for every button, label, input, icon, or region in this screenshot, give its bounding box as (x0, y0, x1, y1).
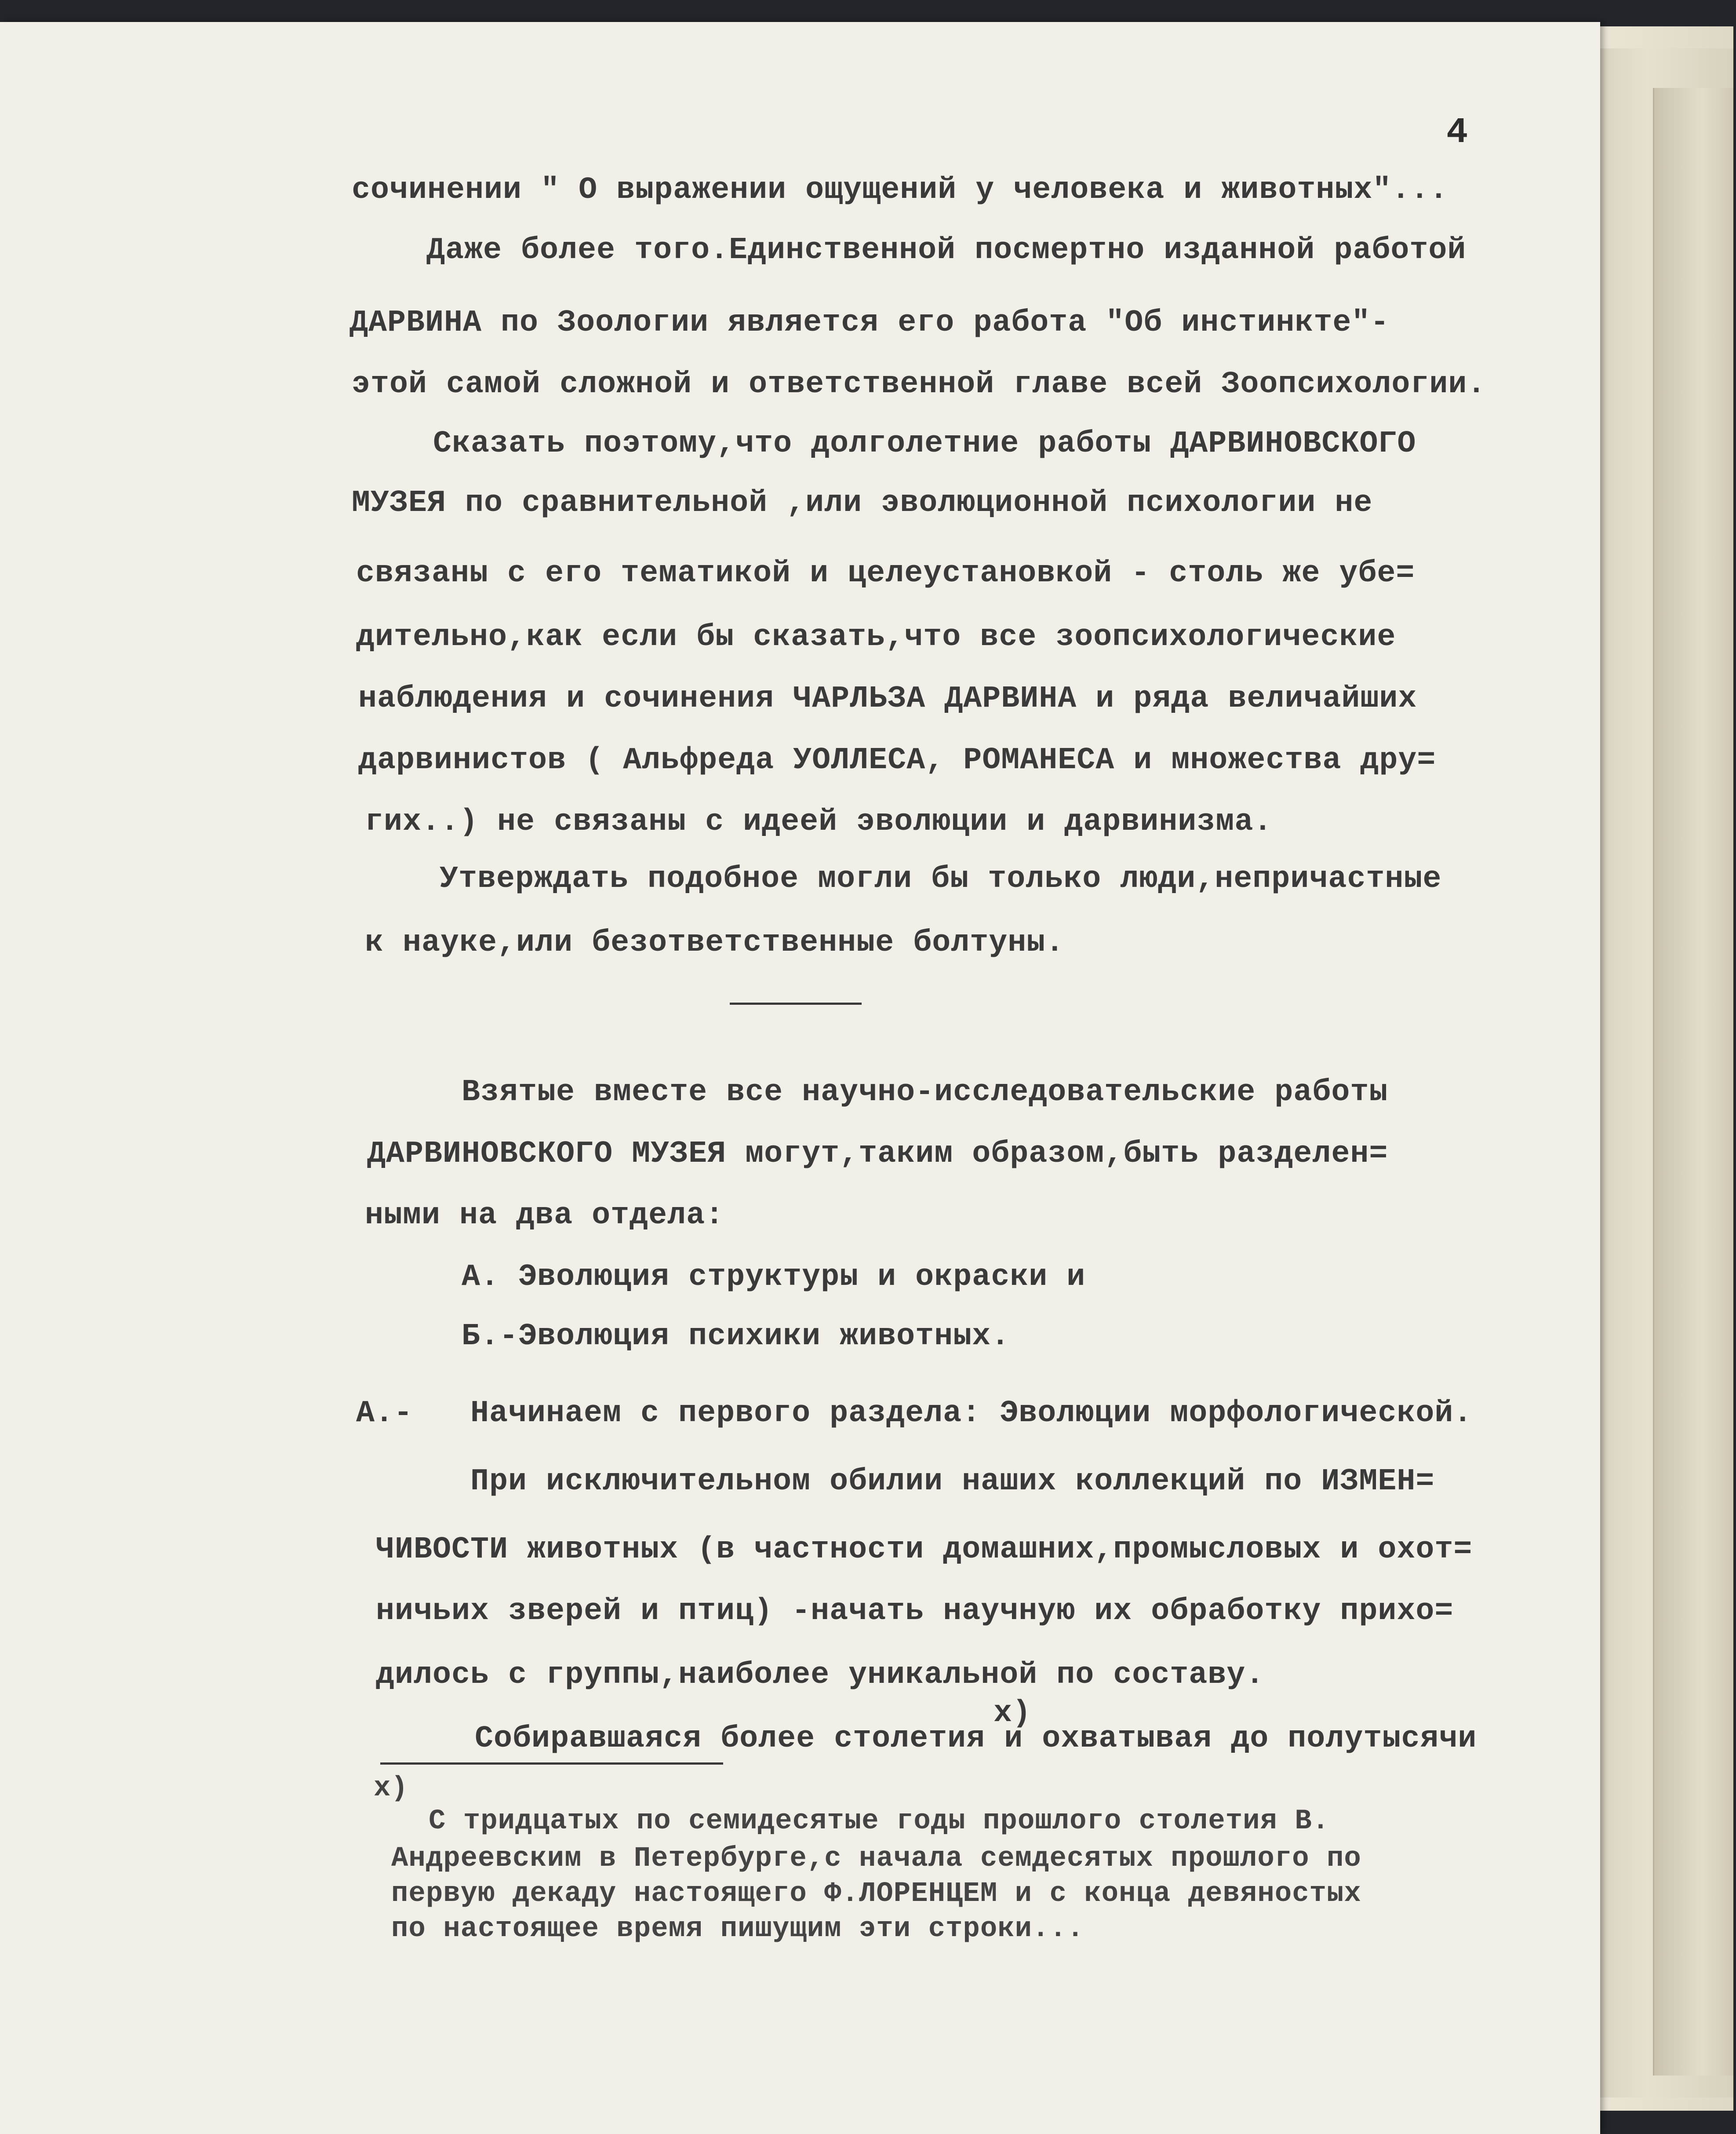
body-line: МУЗЕЯ по сравнительной ,или эволюционной психологии не (352, 486, 1373, 521)
body-line: Начинаем с первого раздела: Эволюции морфологической. (470, 1396, 1473, 1431)
body-line: дарвинистов ( Альфреда УОЛЛЕСА, РОМАНЕСА и множества дру= (358, 743, 1436, 778)
footnote-reference: х) (994, 1696, 1032, 1731)
body-line: Утверждать подобное могли бы только люди,непричастные (440, 862, 1442, 897)
body-line: При исключительном обилии наших коллекций по ИЗМЕН= (470, 1464, 1435, 1499)
page-number: 4 (1446, 112, 1468, 153)
body-line: связаны с его тематикой и целеустановкой - столь же убе= (356, 556, 1415, 591)
body-line: Сказать поэтому,что долголетние работы ДАРВИНОВСКОГО (433, 427, 1416, 461)
body-line: Даже более того.Единственной посмертно изданной работой (426, 233, 1467, 268)
list-item: А. Эволюция структуры и окраски и (462, 1260, 1086, 1295)
body-line: ничьих зверей и птиц) -начать научную их обработку прихо= (376, 1594, 1454, 1629)
body-line: сочинении " О выражении ощущений у человека и животных"... (352, 173, 1448, 208)
footnote-line: первую декаду настоящего Ф.ЛОРЕНЦЕМ и с конца девяностых (391, 1878, 1361, 1910)
body-line: Взятые вместе все научно-исследовательские работы (462, 1075, 1388, 1110)
footnote-marker: х) (374, 1773, 408, 1804)
list-item: Б.-Эволюция психики животных. (462, 1319, 1010, 1354)
body-line: этой самой сложной и ответственной главе всей Зоопсихологии. (352, 367, 1486, 402)
footnote-divider (380, 1762, 723, 1765)
body-line: ными на два отдела: (365, 1198, 724, 1233)
section-divider (730, 1003, 862, 1005)
body-line: дительно,как если бы сказать,что все зоопсихологические (356, 620, 1396, 655)
footnote-line: Андреевским в Петербурге,с начала семдесятых прошлого по (391, 1843, 1361, 1875)
body-line: Собиравшаяся более столетия и охватывая до полутысячи (475, 1722, 1477, 1756)
body-line: ЧИВОСТИ животных (в частности домашних,промысловых и охот= (376, 1532, 1473, 1567)
body-line: дилось с группы,наиболее уникальной по составу. (376, 1658, 1265, 1693)
typewritten-page (0, 22, 1600, 2134)
body-line: к науке,или безответственные болтуны. (365, 926, 1065, 960)
footnote-line: С тридцатых по семидесятые годы прошлого столетия В. (429, 1806, 1330, 1837)
footnote-line: по настоящее время пишущим эти строки... (391, 1913, 1085, 1945)
background-sheet (1653, 88, 1733, 2076)
body-line: гих..) не связаны с идеей эволюции и дарвинизма. (365, 805, 1273, 839)
body-line: ДАРВИНОВСКОГО МУЗЕЯ могут,таким образом,быть разделен= (367, 1137, 1388, 1171)
body-line: наблюдения и сочинения ЧАРЛЬЗА ДАРВИНА и ряда величайших (358, 682, 1417, 716)
section-label: А.- (356, 1396, 413, 1431)
body-line: ДАРВИНА по Зоологии является его работа "Об инстинкте"- (349, 306, 1390, 340)
